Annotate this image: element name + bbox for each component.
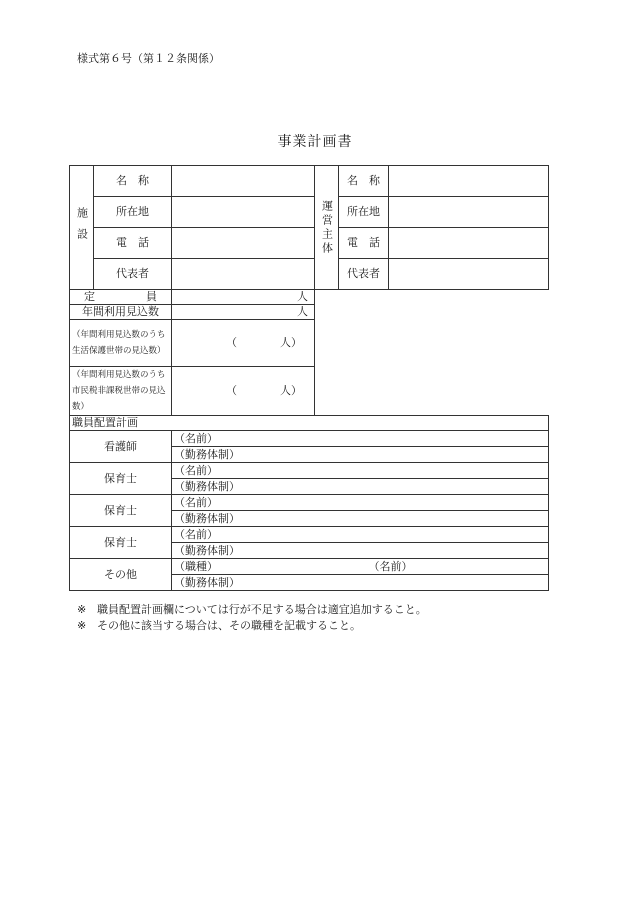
operator-phone-field[interactable]	[389, 228, 549, 259]
welfare-users-label: （年間利用見込数のうち生活保護世帯の見込数）	[70, 320, 172, 367]
other-name-label: （名前）	[368, 559, 413, 573]
blank-area	[315, 290, 549, 416]
page-title: 事業計画書	[277, 134, 353, 150]
childcare-1-schedule-field[interactable]: （勤務体制）	[172, 479, 549, 495]
operator-label-cell	[315, 166, 339, 290]
nurse-name-field[interactable]: （名前）	[172, 431, 549, 447]
form-number: 様式第６号（第１２条関係）	[77, 52, 220, 65]
role-childcare-1-label: 保育士	[70, 463, 172, 495]
operator-name-field[interactable]	[389, 166, 549, 197]
other-schedule-field[interactable]: （勤務体制）	[172, 575, 549, 591]
childcare-2-schedule-field[interactable]: （勤務体制）	[172, 511, 549, 527]
welfare-users-field[interactable]: （ 人）	[172, 320, 315, 367]
childcare-1-name-field[interactable]: （名前）	[172, 463, 549, 479]
childcare-3-name-field[interactable]: （名前）	[172, 527, 549, 543]
facility-address-label: 所在地	[94, 197, 172, 228]
operator-phone-label: 電 話	[339, 228, 389, 259]
facility-label-cell	[70, 166, 94, 290]
operator-name-label: 名 称	[339, 166, 389, 197]
nurse-schedule-field[interactable]: （勤務体制）	[172, 447, 549, 463]
facility-phone-label: 電 話	[94, 228, 172, 259]
facility-representative-label: 代表者	[94, 259, 172, 290]
role-nurse-label: 看護師	[70, 431, 172, 463]
annual-users-label: 年間利用見込数	[70, 305, 172, 320]
notes	[77, 602, 427, 634]
facility-name-field[interactable]	[172, 166, 315, 197]
annual-users-field[interactable]: 人	[172, 305, 315, 320]
facility-phone-field[interactable]	[172, 228, 315, 259]
role-childcare-3-label: 保育士	[70, 527, 172, 559]
facility-address-field[interactable]	[172, 197, 315, 228]
childcare-3-schedule-field[interactable]: （勤務体制）	[172, 543, 549, 559]
other-job-type-field[interactable]: （職種）	[172, 559, 339, 575]
note-2: ※ その他に該当する場合は、その職種を記載すること。	[77, 619, 361, 632]
operator-address-field[interactable]	[389, 197, 549, 228]
capacity-label: 定 員	[70, 290, 172, 305]
business-plan-table	[69, 165, 549, 591]
facility-name-label: 名 称	[94, 166, 172, 197]
facility-representative-field[interactable]	[172, 259, 315, 290]
operator-representative-field[interactable]	[389, 259, 549, 290]
tax-exempt-users-label: （年間利用見込数のうち市民税非課税世帯の見込数）	[70, 367, 172, 416]
operator-label: 運営主体	[320, 199, 334, 256]
capacity-field[interactable]: 人	[172, 290, 315, 305]
operator-representative-label: 代表者	[339, 259, 389, 290]
other-name-field[interactable]	[339, 559, 549, 575]
role-childcare-2-label: 保育士	[70, 495, 172, 527]
facility-label: 施設	[75, 206, 89, 249]
role-other-label: その他	[70, 559, 172, 591]
note-1: ※ 職員配置計画欄については行が不足する場合は適宜追加すること。	[77, 603, 427, 616]
operator-address-label: 所在地	[339, 197, 389, 228]
staff-plan-label: 職員配置計画	[70, 416, 549, 431]
tax-exempt-users-field[interactable]: （ 人）	[172, 367, 315, 416]
childcare-2-name-field[interactable]: （名前）	[172, 495, 549, 511]
